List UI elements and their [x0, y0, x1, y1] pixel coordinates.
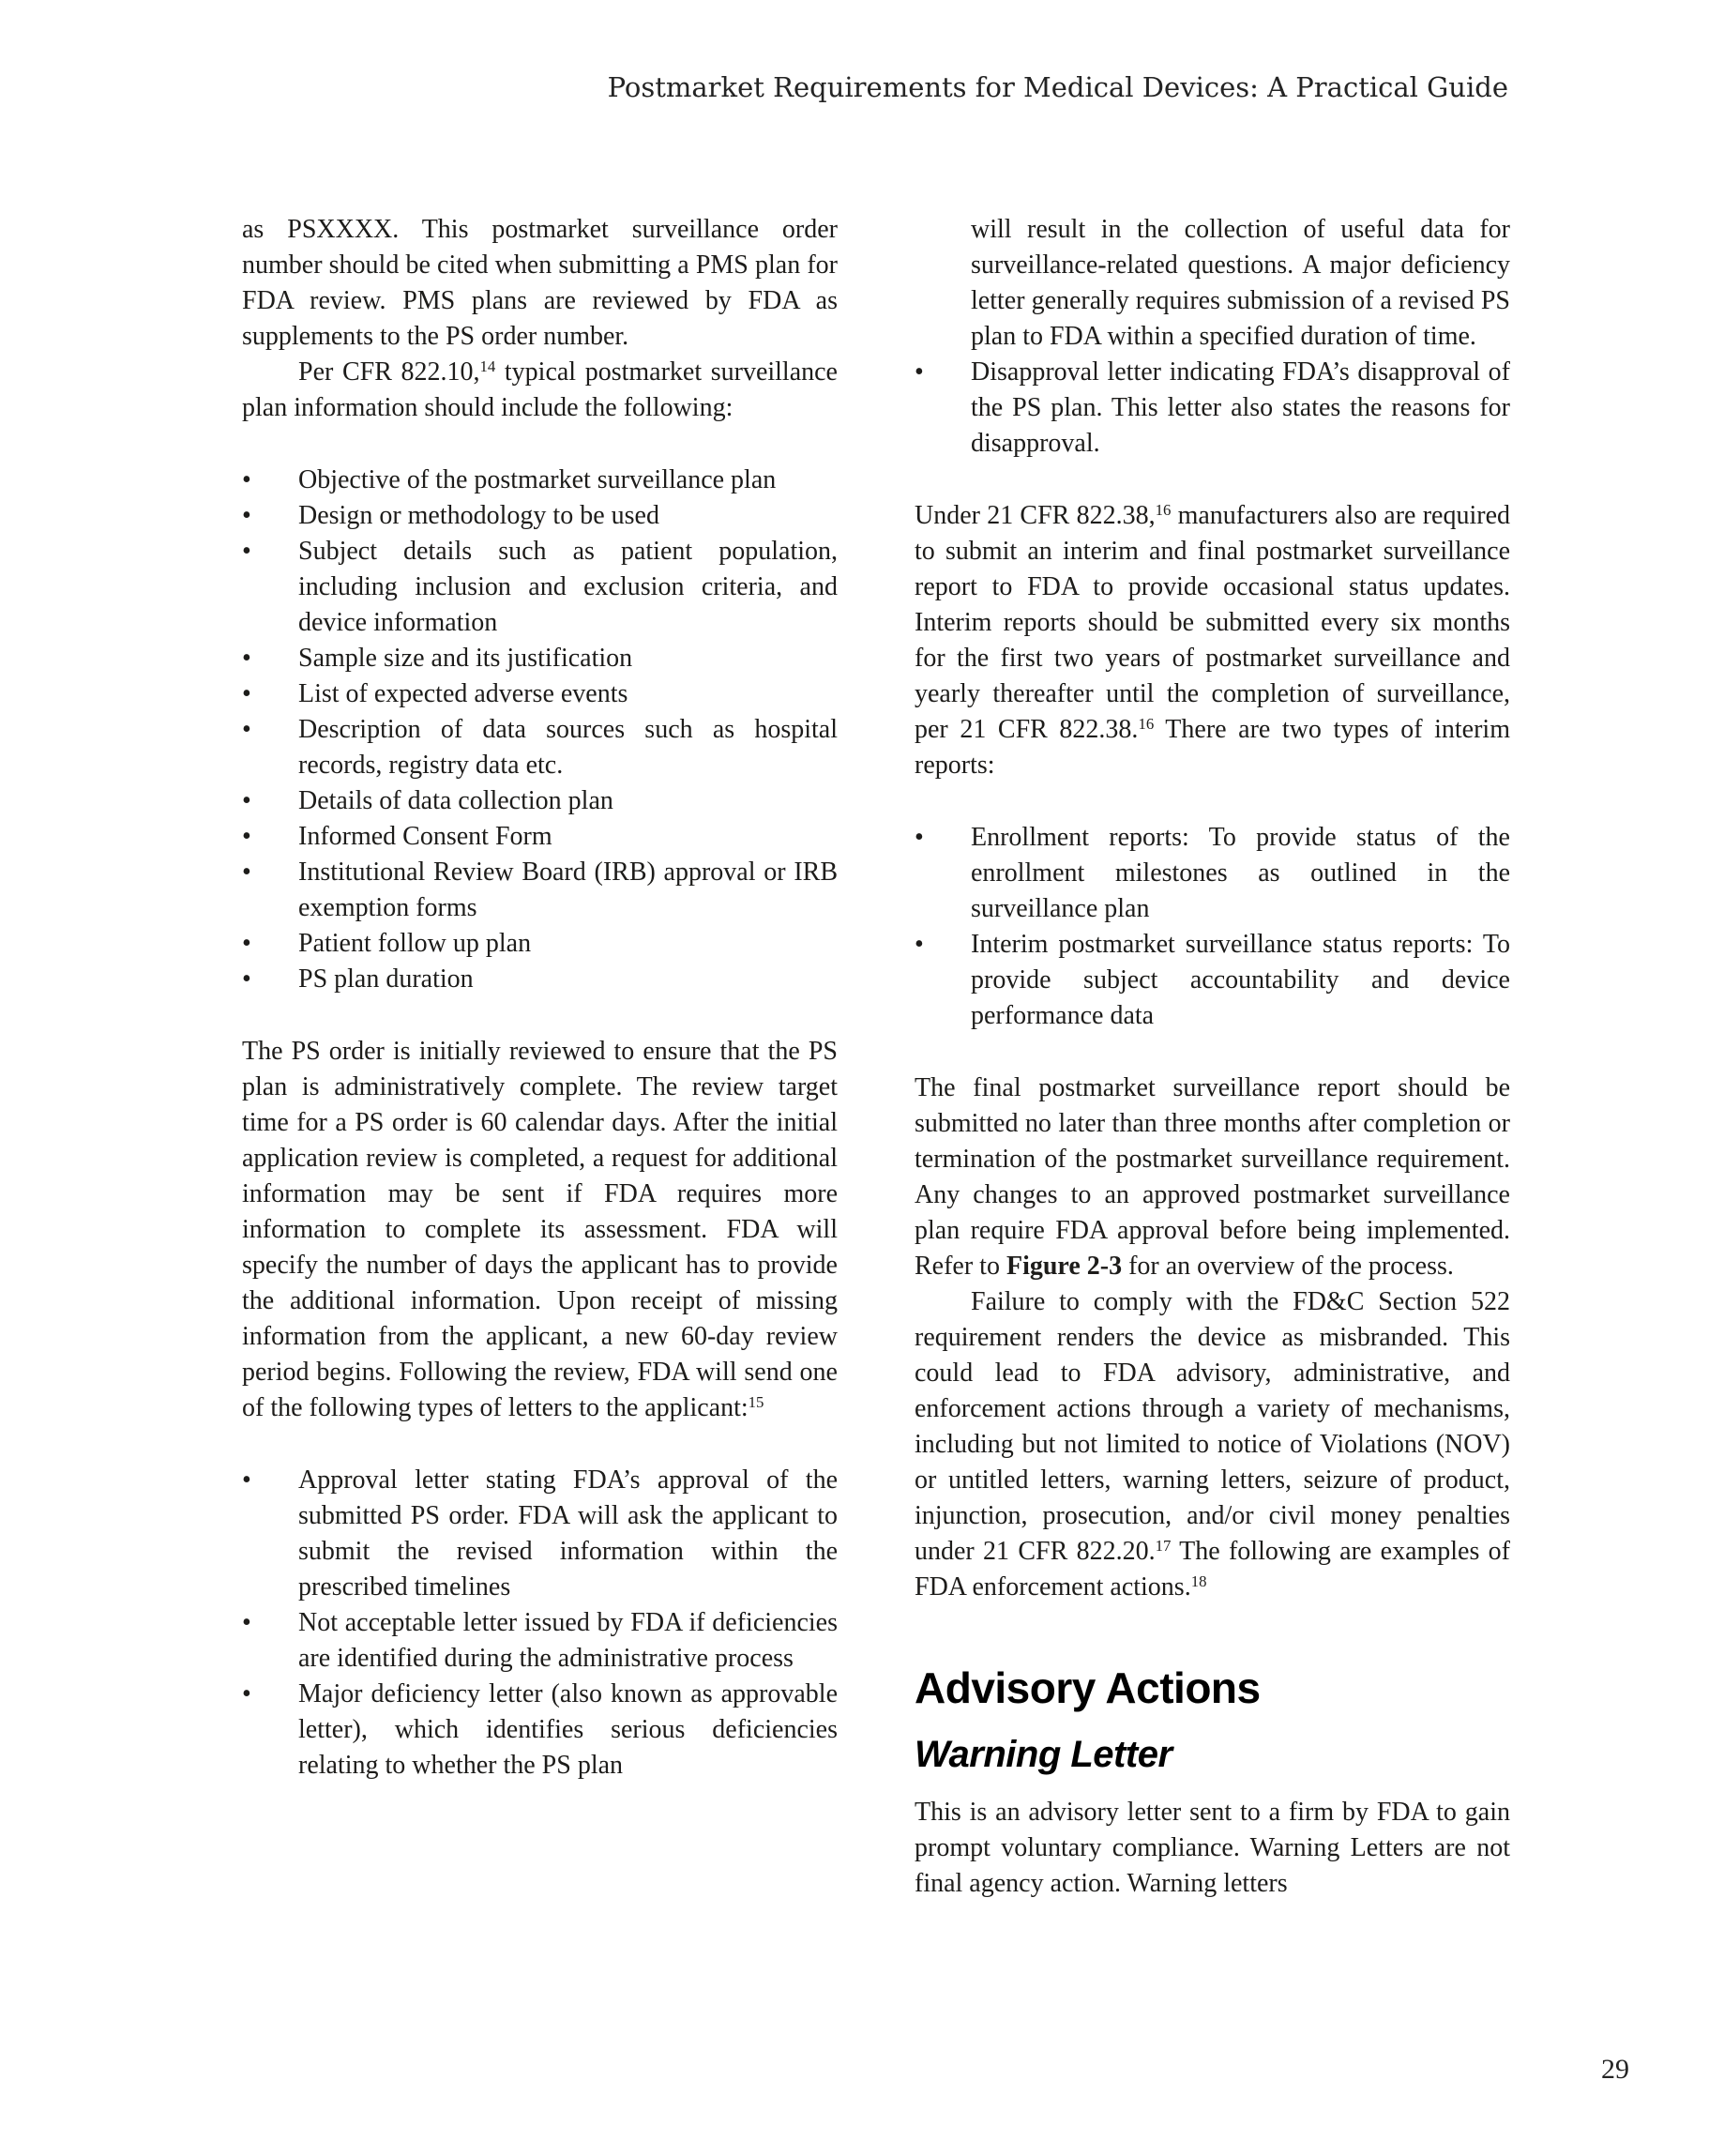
list-item: [242, 926, 838, 962]
section-heading: Advisory Actions: [915, 1663, 1261, 1712]
subsection-heading: Warning Letter: [915, 1734, 1172, 1775]
list-item-text: [298, 676, 838, 712]
list-item-text: [298, 1463, 838, 1605]
list-item-text: [298, 498, 838, 534]
list-item: [242, 1677, 838, 1784]
list-item: [915, 927, 1510, 1034]
right-column: [915, 212, 1510, 1902]
text-run: as PSXXXX. This postmarket surveillance order number should be cited when submitting a PMS plan for FDA review. PMS plans are reviewed by FDA as supplements to the PS order number.: [242, 215, 838, 351]
list-item: [915, 820, 1510, 927]
text-run: Under 21 CFR 822.38,: [915, 501, 1156, 530]
page-number: 29: [1601, 2054, 1629, 2085]
bullet-icon: •: [242, 537, 251, 566]
text-run: Details of data collection plan: [298, 786, 613, 815]
paragraph: [915, 1795, 1510, 1902]
text-run: Sample size and its justification: [298, 644, 633, 673]
text-run: There are two types of interim reports:: [915, 715, 1510, 780]
paragraph: [242, 212, 838, 355]
bullet-list: [915, 355, 1510, 462]
list-item: [242, 1605, 838, 1677]
list-item: [242, 783, 838, 819]
bullet-list: [242, 1463, 838, 1784]
list-item-text: [298, 819, 838, 855]
list-item-text: [971, 927, 1510, 1034]
list-item: [242, 1463, 838, 1605]
running-header: [0, 71, 1508, 103]
bullet-icon: •: [915, 357, 924, 387]
text-run: Major deficiency letter (also known as approvable letter), which identifies serious deficiencies relating to whether the PS plan: [298, 1679, 838, 1780]
list-item-text: [971, 355, 1510, 462]
list-item: [242, 855, 838, 926]
bullet-icon: •: [915, 930, 924, 959]
bullet-icon: •: [242, 964, 251, 994]
footnote-reference: 16: [1155, 500, 1172, 519]
list-item-text: [298, 641, 838, 676]
bullet-icon: •: [242, 644, 251, 673]
text-run: Design or methodology to be used: [298, 501, 659, 530]
list-item-text: [298, 1605, 838, 1677]
bullet-icon: •: [242, 465, 251, 494]
bullet-icon: •: [242, 679, 251, 708]
list-item-text: [971, 820, 1510, 927]
text-run: Disapproval letter indicating FDA’s disapproval of the PS plan. This letter also states the reasons for disapproval.: [971, 357, 1510, 458]
paragraph: [915, 1284, 1510, 1605]
list-item: [242, 819, 838, 855]
text-run: manufacturers also are required to submit an interim and final postmarket surveillance report to FDA to provide occasional status updates. Interim reports should be submitted every six months for the first two years of postmarket surveillance and yearly thereafter until the completion of surveillance, per 21 CFR 822.38.: [915, 501, 1510, 744]
bullet-list: [242, 463, 838, 997]
text-run: Approval letter stating FDA’s approval of the submitted PS order. FDA will ask the applicant to submit the revised information within the prescribed timelines: [298, 1465, 838, 1602]
text-run: List of expected adverse events: [298, 679, 628, 708]
bullet-icon: •: [242, 1465, 251, 1495]
list-item-text: [298, 1677, 838, 1784]
list-item: [242, 534, 838, 641]
text-run: Informed Consent Form: [298, 822, 552, 851]
footnote-reference: 15: [748, 1392, 764, 1411]
bullet-icon: •: [242, 1608, 251, 1637]
footnote-reference: 14: [479, 357, 496, 375]
text-run: Subject details such as patient population, including inclusion and exclusion criteria, and device information: [298, 537, 838, 637]
text-run: Not acceptable letter issued by FDA if deficiencies are identified during the administrative process: [298, 1608, 838, 1673]
footnote-reference: 18: [1190, 1571, 1207, 1590]
text-run: This is an advisory letter sent to a firm by FDA to gain prompt voluntary compliance. Warning Letters are not final agency action. Warning letters: [915, 1798, 1510, 1898]
bullet-icon: •: [242, 786, 251, 815]
text-run: Failure to comply with the FD&C Section 522 requirement renders the device as misbranded. This could lead to FDA advisory, administrative, and enforcement actions through a variety of mechanisms, including but not limited to notice of Violations (NOV) or untitled letters, warning letters, seizure of product, injunction, prosecution, and/or civil money penalties under 21 CFR 822.20.: [915, 1287, 1510, 1566]
text-run: typical postmarket surveillance plan information should include the following:: [242, 357, 838, 422]
list-item: [242, 463, 838, 498]
text-run: Description of data sources such as hospital records, registry data etc.: [298, 715, 838, 780]
list-item-text: [298, 855, 838, 926]
text-run: PS plan duration: [298, 964, 474, 994]
list-item: [915, 355, 1510, 462]
footnote-reference: 16: [1138, 714, 1155, 733]
paragraph: [242, 355, 838, 426]
list-item: [242, 962, 838, 997]
list-item-text: [298, 962, 838, 997]
text-run: will result in the collection of useful data for surveillance-related questions. A major deficiency letter generally requires submission of a revised PS plan to FDA within a specified duration of time.: [971, 215, 1510, 351]
footnote-reference: 17: [1155, 1536, 1172, 1555]
text-run: for an overview of the process.: [1122, 1252, 1454, 1281]
paragraph: [915, 498, 1510, 783]
bullet-icon: •: [915, 823, 924, 852]
text-run: Per CFR 822.10,: [298, 357, 480, 387]
bullet-icon: •: [242, 715, 251, 744]
text-run: Enrollment reports: To provide status of the enrollment milestones as outlined in the surveillance plan: [971, 823, 1510, 923]
list-item-text: [298, 926, 838, 962]
text-run: The following are examples of FDA enforcement actions.: [915, 1537, 1510, 1602]
text-run: Objective of the postmarket surveillance plan: [298, 465, 777, 494]
text-run: The PS order is initially reviewed to ensure that the PS plan is administratively complete. The review target time for a PS order is 60 calendar days. After the initial application review is completed, a request for additional information may be sent if FDA requires more information to complete its assessment. FDA will specify the number of days the applicant has to provide the additional information. Upon receipt of missing information from the applicant, a new 60-day review period begins. Following the review, FDA will send one of the following types of letters to the applicant:: [242, 1037, 838, 1422]
list-item-text: [298, 712, 838, 783]
list-item: [242, 641, 838, 676]
bullet-icon: •: [242, 822, 251, 851]
list-item: [242, 712, 838, 783]
list-item-continuation: [915, 212, 1510, 355]
bullet-icon: •: [242, 858, 251, 887]
list-item-text: [298, 463, 838, 498]
bullet-icon: •: [242, 1679, 251, 1708]
bullet-icon: •: [242, 501, 251, 530]
left-column: [242, 212, 838, 1784]
text-run: Interim postmarket surveillance status reports: To provide subject accountability and device performance data: [971, 930, 1510, 1030]
list-item: [242, 498, 838, 534]
page-footer: [0, 2053, 1629, 2087]
text-run: Figure 2-3: [1006, 1252, 1123, 1281]
text-run: Institutional Review Board (IRB) approval or IRB exemption forms: [298, 858, 838, 922]
running-header-title: Postmarket Requirements for Medical Devices: A Practical Guide: [607, 71, 1508, 103]
paragraph: [915, 1070, 1510, 1284]
bullet-list: [915, 820, 1510, 1034]
bullet-icon: •: [242, 929, 251, 958]
paragraph: [242, 1034, 838, 1426]
list-item-text: [298, 534, 838, 641]
text-run: Patient follow up plan: [298, 929, 532, 958]
text-run: The final postmarket surveillance report should be submitted no later than three months after completion or termination of the postmarket surveillance requirement. Any changes to an approved postmarket surveillance plan require FDA approval before being implemented. Refer to: [915, 1073, 1510, 1281]
list-item: [242, 676, 838, 712]
list-item-text: [298, 783, 838, 819]
